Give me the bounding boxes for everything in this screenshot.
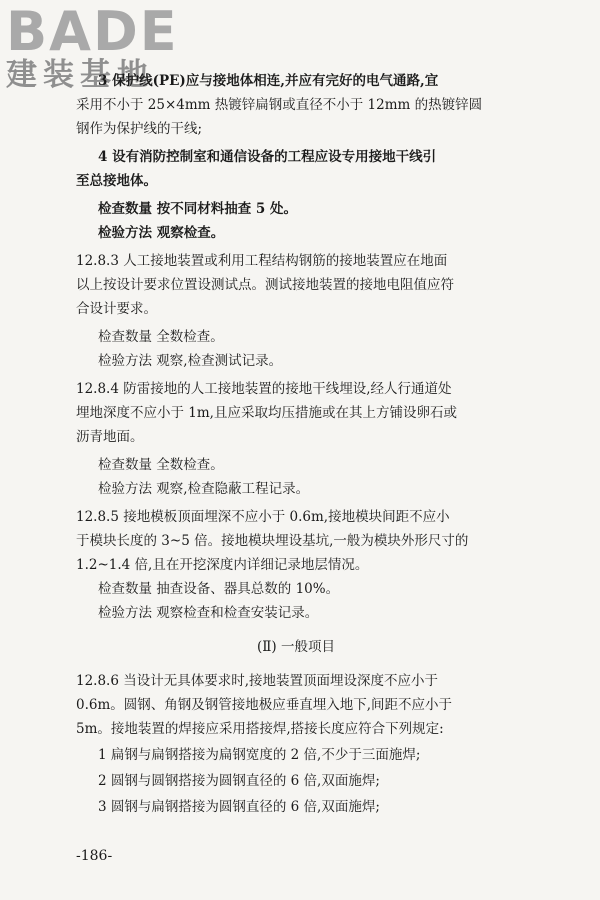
text-line: 3 保护线(PE)应与接地体相连,并应有完好的电气通路,宜 — [98, 73, 439, 89]
text-line: 2 圆钢与圆钢搭接为圆钢直径的 6 倍,双面施焊; — [98, 773, 380, 789]
text-line: 检查数量 全数检查。 — [98, 457, 224, 473]
text-line: 12.8.5 接地模板顶面埋深不应小于 0.6m,接地模块间距不应小 — [76, 509, 450, 525]
text-line: 以上按设计要求位置设测试点。测试接地装置的接地电阻值应符 — [76, 277, 454, 293]
text-line: 检验方法 观察检查和检查安装记录。 — [98, 605, 319, 621]
text-line: 检验方法 观察检查。 — [98, 225, 225, 241]
text-line: 检验方法 观察,检查测试记录。 — [98, 353, 283, 369]
section-heading: (Ⅱ) 一般项目 — [256, 639, 335, 655]
text-line: 12.8.3 人工接地装置或利用工程结构钢筋的接地装置应在地面 — [76, 253, 448, 269]
watermark-brand: BADE — [6, 0, 179, 63]
text-line: 3 圆钢与扁钢搭接为圆钢直径的 6 倍,双面施焊; — [98, 799, 380, 815]
page-number: -186- — [76, 848, 113, 864]
text-line: 于模块长度的 3~5 倍。接地模块埋设基坑,一般为模块外形尺寸的 — [76, 533, 469, 549]
text-line: 埋地深度不应小于 1m,且应采取均压措施或在其上方铺设卵石或 — [76, 405, 457, 421]
text-line: 合设计要求。 — [76, 301, 157, 317]
text-line: 5m。接地装置的焊接应采用搭接焊,搭接长度应符合下列规定: — [76, 721, 444, 737]
text-line: 沥青地面。 — [76, 429, 144, 445]
text-line: 至总接地体。 — [76, 173, 157, 189]
text-line: 检查数量 按不同材料抽查 5 处。 — [98, 201, 297, 217]
text-line: 检查数量 全数检查。 — [98, 329, 224, 345]
text-line: 4 设有消防控制室和通信设备的工程应设专用接地干线引 — [98, 149, 437, 165]
text-line: 采用不小于 25×4mm 热镀锌扁钢或直径不小于 12mm 的热镀锌圆 — [76, 97, 483, 113]
text-line: 12.8.4 防雷接地的人工接地装置的接地干线埋设,经人行通道处 — [76, 381, 452, 397]
watermark-subtitle: 建装基地 — [6, 57, 154, 93]
text-line: 钢作为保护线的干线; — [76, 121, 203, 137]
text-line: 1 扁钢与扁钢搭接为扁钢宽度的 2 倍,不少于三面施焊; — [98, 747, 421, 763]
text-line: 1.2~1.4 倍,且在开挖深度内详细记录地层情况。 — [76, 557, 369, 573]
text-line: 12.8.6 当设计无具体要求时,接地装置顶面埋设深度不应小于 — [76, 673, 439, 689]
text-line: 检验方法 观察,检查隐蔽工程记录。 — [98, 481, 310, 497]
text-line: 检查数量 抽查设备、器具总数的 10%。 — [98, 581, 340, 597]
text-line: 0.6m。圆钢、角钢及钢管接地极应垂直埋入地下,间距不应小于 — [76, 697, 453, 713]
